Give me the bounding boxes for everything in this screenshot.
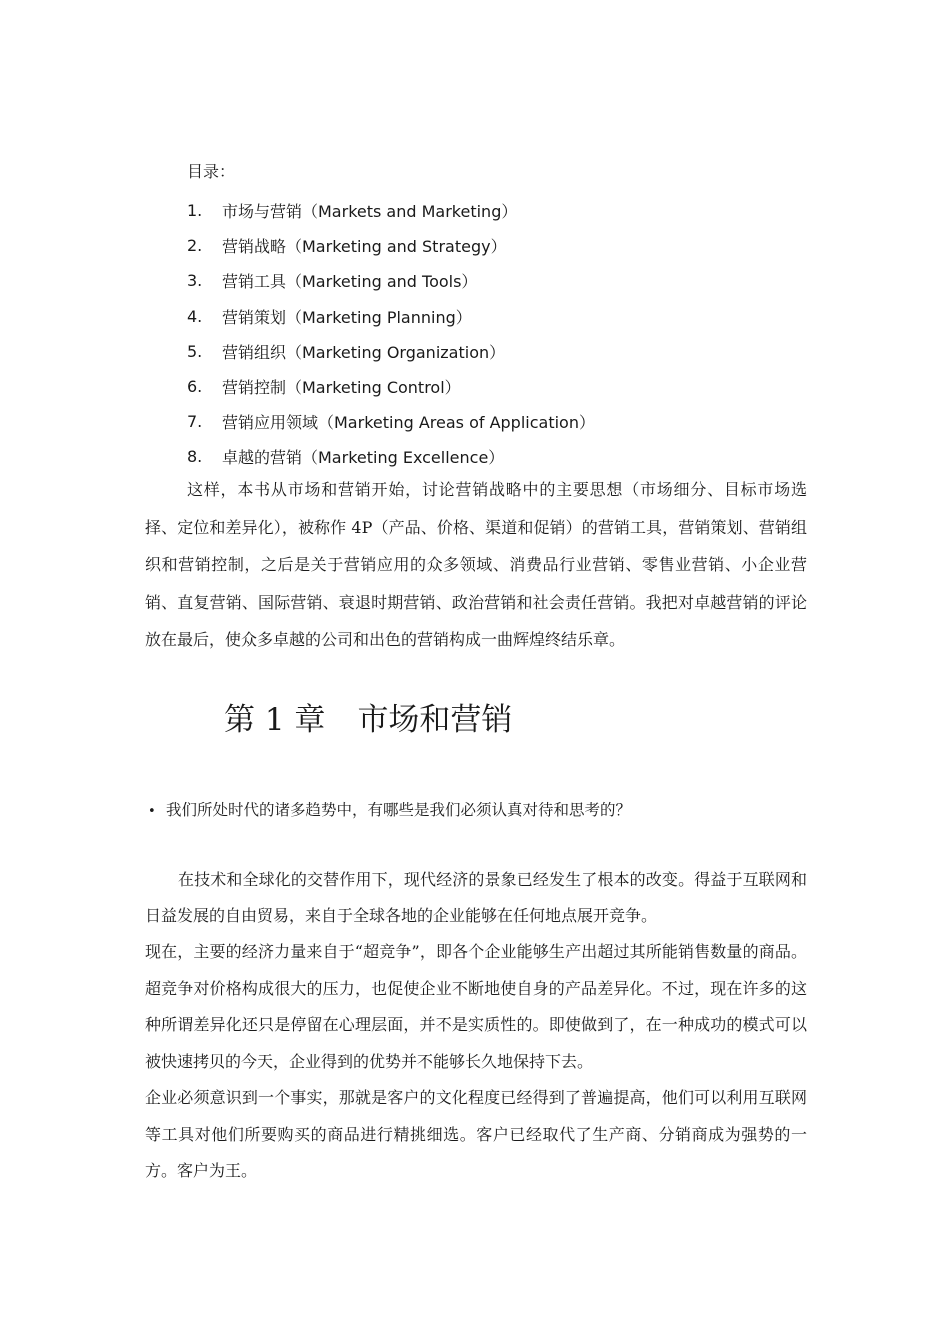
toc-item-label: 营销控制（Marketing Control） [222,378,461,398]
toc-item-label: 卓越的营销（Marketing Excellence） [222,448,505,468]
bullet-text: 我们所处时代的诸多趋势中，有哪些是我们必须认真对待和思考的？ [166,801,632,819]
intro-paragraph: 这样，本书从市场和营销开始，讨论营销战略中的主要思想（市场细分、目标市场选择、定位和差异化），被称作 4P（产品、价格、渠道和促销）的营销工具，营销策划、营销组 织和营销控制，之后是关于营销应用的众多领域、消费品行业营销、零售业营销、小企业营销、直复营销、国际营销、衰退时期营销、政治营销和社会责任营销。我把对卓越营销的评论放在最后，使众多卓越的公司和出色的营销构成一曲辉煌终结乐章。 [145,480,807,650]
toc-item-label: 营销工具（Marketing and Tools） [222,272,478,292]
toc-item [187,369,595,404]
toc-item-number: 3. [187,271,203,291]
toc-item-number: 6. [187,377,203,397]
toc-item [187,439,595,474]
toc-item [187,299,595,334]
body-paragraph: 在技术和全球化的交替作用下，现代经济的景象已经发生了根本的改变。得益于互联网和日益发展的自由贸易，来自于全球各地的企业能够在任何地点展开竞争。 [145,870,807,925]
body-paragraph: 现在，主要的经济力量来自于“超竞争”，即各个企业能够生产出超过其所能销售数量的商品。超竞争对价格构成很大的压力，也促使企业不断地使自身的产品差异化。不过，现在许多的这种所谓差异化还只是停留在心理层面，并不是实质性的。即使做到了，在一种成功的模式可以被快速拷贝的今天，企业得到的优势并不能够长久地保持下去。 [145,942,807,1071]
toc-item [187,228,595,263]
toc-item-label: 市场与营销（Markets and Marketing） [222,202,518,222]
chapter-number: 第 1 章 [224,702,326,738]
toc-heading: 目录： [187,162,236,181]
toc-item-number: 4. [187,306,203,326]
toc-item-label: 营销组织（Marketing Organization） [222,342,506,362]
toc-item-label: 营销应用领域（Marketing Areas of Application） [222,413,595,433]
toc-item-label: 营销策划（Marketing Planning） [222,307,472,327]
toc-item [187,404,595,439]
toc-item-number: 1. [187,201,203,221]
toc-item-number: 8. [187,447,203,467]
toc-item [187,193,595,228]
table-of-contents [187,193,595,475]
toc-item-number: 7. [187,412,203,432]
toc-item [187,334,595,369]
chapter-title: 市场和营销 [357,702,513,738]
toc-item-number: 5. [187,341,203,361]
toc-item [187,263,595,298]
bullet-question [148,798,631,824]
body-paragraph: 企业必须意识到一个事实，那就是客户的文化程度已经得到了普遍提高，他们可以利用互联网等工具对他们所要购买的商品进行精挑细选。客户已经取代了生产商、分销商成为强势的一方。客户为王。 [145,1088,807,1180]
toc-item-number: 2. [187,236,203,256]
chapter-heading [224,698,512,742]
bullet-icon: • [148,804,156,819]
toc-item-label: 营销战略（Marketing and Strategy） [222,237,507,257]
